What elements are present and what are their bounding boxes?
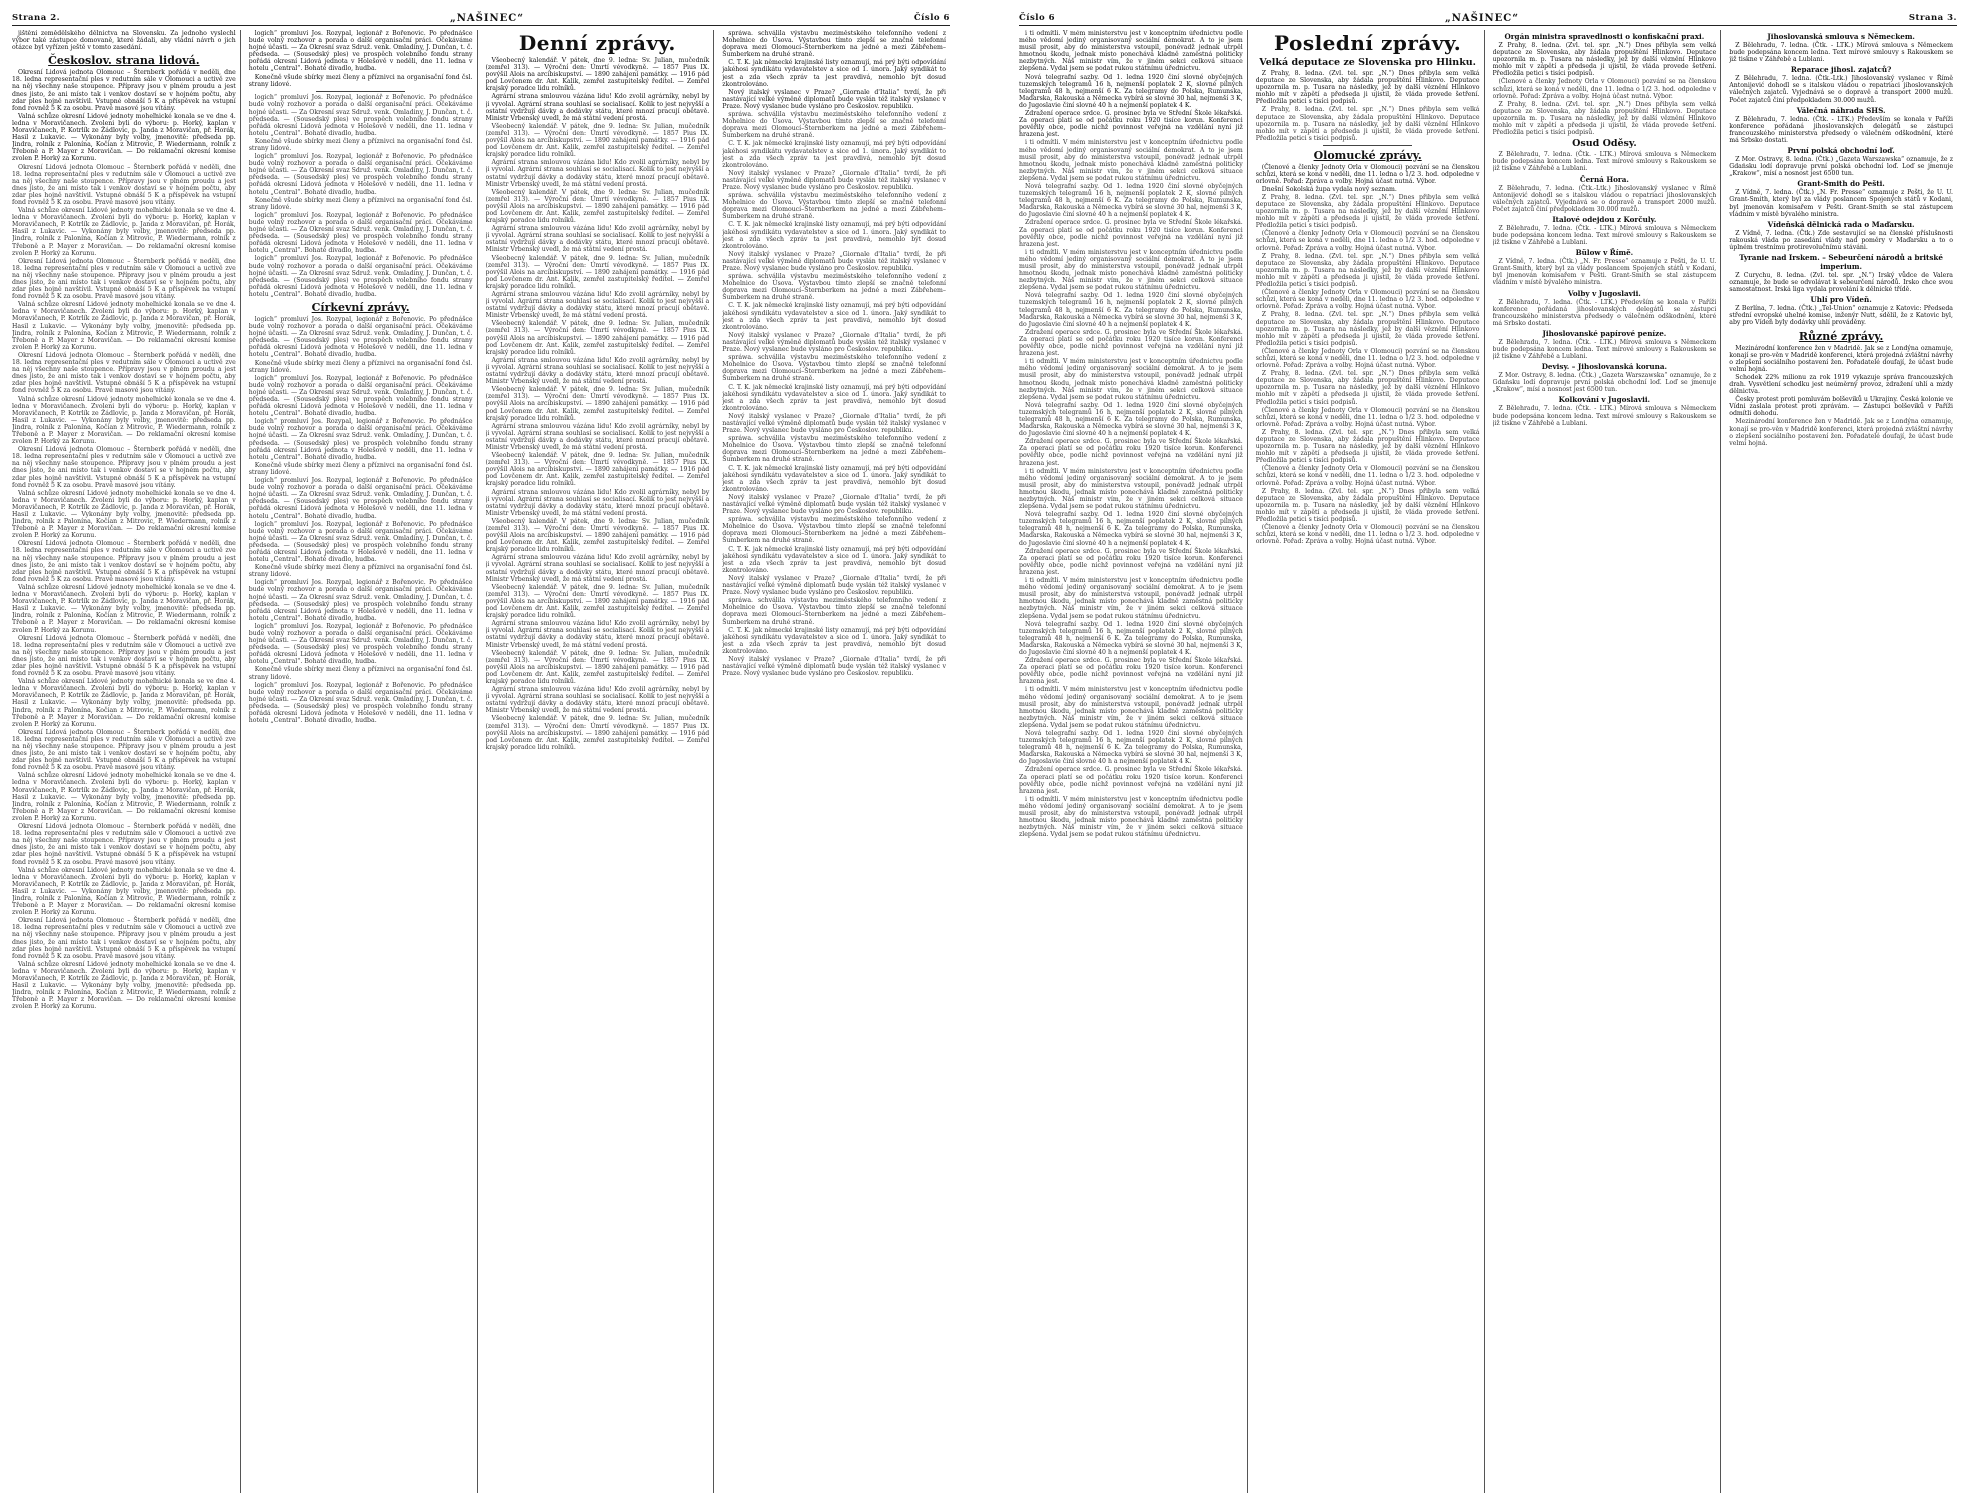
article-text: Z Mor. Ostravy, 8. ledna. (Čtk.) „Gazeta Warszawska“ oznamuje, že z Gdańsku lodí dopravuje první polská obchodní loď. Loď se jmenuje „Krakow“, mísí a nosnost jest 6500 tun. (1492, 372, 1717, 394)
article-text: Z Vídně, 7. ledna. (Čtk.) „N. Fr. Presse“ oznamuje z Pešti, že U. U. Grant-Smith, který byl za vlády poslancem Spojených států v Kodani, byl jmenován komisařem v Pešti. Grant-Smith se stal zástupcem vládním v místě bývalého ministra. (1492, 258, 1717, 287)
right-masthead: „NAŠINEC“ (1444, 12, 1519, 24)
article-text: Konečně všude sbírky mezi členy a příznivci na organisační fond čsl. strany lidové. (248, 73, 473, 88)
sub-heading: Vídeňská dělnická rada o Maďarsku. (1767, 219, 1915, 229)
article-text: logich“ promluví Jos. Rozypal, legionář z Bořenovic. Po přednášce bude volný rozhovor a porada o další organisační práci. Očekáváme hojné účasti. — Za Okresní svaz Sdruž. venk. Omladiny, J. Dunčan, t. č. předseda. — (Sousedský ples) ve prospěch volebního fondu strany pořádá okresní Lidová jednota v Holešově v neděli, dne 11. ledna v hotelu „Central“. Bohaté divadlo, hudba. (248, 579, 473, 622)
sub-heading: Válečná náhrada SHS. (1796, 105, 1886, 115)
article-text: Z Bělehradu, 7. ledna. (Čtk. - LTK.) Především se konala v Paříži konference pořádaná jihoslovanských delegátů se zástupci francouzského ministerstva předsedy o válečném odškodnění, které má Srbsko dostati. (1729, 115, 1953, 144)
article-text: Z Bělehradu, 7. ledna. (Čtk. - LTK.) Mírová smlouva s Německem bude podepsána koncem ledna. Text mírové smlouvy s Rakouskem se již tiskne v Záhřebě a Lublani. (1492, 338, 1717, 361)
article-text: Z Mor. Ostravy, 8. ledna. (Čtk.) „Gazeta Warszawska“ oznamuje, že z Gdańsku lodí dopravuje první polská obchodní loď. Loď se jmenuje „Krakow“, mísí a nosnost jest 6500 tun. (1729, 156, 1953, 178)
article-text: Z Prahy, 8. ledna. (Zvl. tel. spr. „N.“) Dnes přibyla sem velká deputace ze Slovenska, aby žádala propuštění Hlinkovo. Deputace upozornila m. p. Tusara na následky, jež by další věznění Hlinkovo mohlo mít v zápětí a předseda ji ujistil, že vláda provede šetření. Předložila petici s tisíci podpisů. (1255, 311, 1480, 347)
article-text: spráwa. schválila výstavbu meziměstského telefonního vedení z Mohelnice do Úsova. Výstavbou tímto zlepší se značně telefonní doprava mezi Olomoucí–Šternberkem na jedné a mezi Zábřehem–Šumberkem na druhé straně. (722, 273, 946, 302)
article-text: Valná schůze okresní Lidové jednoty moheľnické konala se ve dne 4. ledna v Moravičanech. Zvoleni byli do výboru: p. Horký, kaplan v Moravičanech, P. Kotrlík ze Žádlovic, p. Janda z Moravičan, př. Horák, Hasil z Lukavic. — Vykonány byly volby, jmenovitě: předseda pp. Jindra, rolník z Palonína, Kočian z Mitrovic, P. Wiedermann, rolník z Třeboně a P. Mayer z Moravičan. — Do reklamační okresní komise zvolen P. Horký za Korunu. (12, 866, 236, 917)
section-heading: Církevní zprávy. (311, 300, 410, 314)
article-text: Zdražení operace srdce. G. prosinec byla ve Střední Škole lékařská. Za operaci platí se od počátku roku 1920 tisíce korun. Konferenci pověřily obce, podle nichž povinnost veřejná na vzdělání nyní již hrazena jest. (1019, 438, 1243, 467)
article-text: C. T. K. jak německé krajinské listy oznamují, má prý býti odpovídání jakéhosi syndikátu vydavatelstev a sice od 1. února. Jaký syndikát to jest a zda všech zpráv ta jest pravdivá, nemohlo být dosud zkontrolováno. (722, 545, 946, 574)
left-page-header (12, 10, 950, 26)
article-text: Agrární strana smlouvou vázána lidu! Kdo zvolil agrárníky, nebyl by ji vyvolal. Agrární strana souhlasí se socialisací. Kolik to jest nejvyšší a ostatní vydržují dávky a dodávky státu, které mnozí pracují obětavě. Ministr Vrbenský uvedl, že má státní vedení prostá. (485, 488, 710, 517)
article-text: C. T. K. jak německé krajinské listy oznamují, má prý býti odpovídání jakéhosi syndikátu vydavatelstev a sice od 1. února. Jaký syndikát to jest a zda všech zpráv ta jest pravdivá, nemohlo být dosud zkontrolováno. (722, 464, 946, 493)
separator (1323, 145, 1413, 146)
article-text: logich“ promluví Jos. Rozypal, legionář z Bořenovic. Po přednášce bude volný rozhovor a porada o další organisační práci. Očekáváme hojné účasti. — Za Okresní svaz Sdruž. venk. Omladiny, J. Dunčan, t. č. předseda. — (Sousedský ples) ve prospěch volebního fondu strany pořádá okresní Lidová jednota v Holešově v neděli, dne 11. ledna v hotelu „Central“. Bohaté divadlo, hudba. (248, 622, 473, 666)
article-text: (Členové a členky Jednoty Orla v Olomouci) pozvání se na členskou schůzi, která se koná v neděli, dne 11. ledna o 1/2 3. hod. odpoledne v orlovně. Pořad: Zpráva a volby. Hojná účast nutná. Výbor. (1492, 78, 1717, 100)
article-text: Všeobecný kalendář. V pátek, dne 9. ledna: Sv. Julian, mučedník (zemřel 313). — Výroční den: Úmrtí vévodkyně. — 1857 Pius IX. povýšil Alois na arcibiskupství. — 1890 zahájení památky. — 1916 pád pod Lovčenem dr. Ant. Kalik, zemřel zastupitelský ředitel. — Zemřel krajský poradce lidu rolníků. (485, 452, 710, 488)
article-text: i ti odmítli. V mém ministerstvu jest v konceptním úřednictvu podle mého vědomí jediný organisovaný sociální demokrat. A to je jsem musil prosit, aby do ministerstva vstoupil, ponévadž jednak utrpěl hmotnou škodu, jednak místo ponechává kladně zaměstná politicky nezbytných. Náš ministr vím, že v jiném sekci celková situace zlepšena. Vydal jsem se podat rukou státnímu úřednictvu. (1019, 30, 1243, 73)
article-text: Okresní Lidová jednota Olomouc – Šternberk pořádá v neděli, dne 18. ledna representační ples v redutním sále v Olomouci a uctivě zve na něj všechny naše stoupence. Přípravy jsou v plném proudu a jest dnes jisto, že ani místo tak i venkov dostaví se v hojném počtu, aby zdar ples hojně navštívil. Vstupné obnáší 5 K a příspěvek na vstupní fond rovněž 5 K za osobu. Pravé masové jsou vítány. (12, 351, 236, 395)
sub-heading: Orgán ministra spravedlnosti o konfiskační praxi. (1504, 32, 1705, 41)
article-text: Nová telegrafní sazby. Od 1. ledna 1920 činí slovné obyčejných tuzemských telegramů 16 h, nejmenší poplatek 2 K, slovné pilných telegramů 48 h, nejmenší 6 K. Za telegramy do Polska, Rumunska, Maďarska, Rakouska a Německa vybírá se slovné 30 hal, nejmenší 3 K, do Jugoslavie činí slovné 40 h a nejmenší poplatek 4 K. (1019, 511, 1243, 547)
article-text: Nová telegrafní sazby. Od 1. ledna 1920 činí slovné obyčejných tuzemských telegramů 16 h, nejmenší poplatek 2 K, slovné pilných telegramů 48 h, nejmenší 6 K. Za telegramy do Polska, Rumunska, Maďarska, Rakouska a Německa vybírá se slovné 30 hal, nejmenší 3 K, do Jugoslavie činí slovné 40 h a nejmenší poplatek 4 K. (1019, 292, 1243, 328)
sub-heading: Italové odejdou z Korčuly. (1552, 214, 1657, 224)
article-text: Nový italský vyslanec v Praze? „Giornale d'Italia“ tvrdí, že při nastávající velké výměně diplomatů bude vyslán též italský vyslanec v Praze. Nový vyslanec bude vysláno pro Českoslov. republiku. (722, 493, 946, 516)
article-text: (Členové a členky Jednoty Orla v Olomouci) pozvání se na členskou schůzi, která se koná v neděli, dne 11. ledna o 1/2 3. hod. odpoledne v orlovně. Pořad: Zpráva a volby. Hojná účast nutná. Výbor. (1255, 347, 1480, 370)
article-text: Konečně všude sbírky mezi členy a příznivci na organisační fond čsl. strany lidové. (248, 666, 473, 681)
left-header-rule (12, 25, 950, 26)
article-text: Okresní Lidová jednota Olomouc – Šternberk pořádá v neděli, dne 18. ledna representační ples v redutním sále v Olomouci a uctivě zve na něj všechny naše stoupence. Přípravy jsou v plném proudu a jest dnes jisto, že ani místo tak i venkov dostaví se v hojném počtu, aby zdar ples hojně navštívil. Vstupné obnáší 5 K a příspěvek na vstupní fond rovněž 5 K za osobu. Pravé masové jsou vítány. (12, 634, 236, 678)
left-issue-number: Číslo 6 (913, 13, 950, 23)
right-header-rule (1019, 25, 1957, 26)
article-text: Z Curychu, 8. ledna. (Zvl. tel. spr. „N.“) Irský vůdce de Valera oznamuje, že bude se odvolávat k sebeurčení národů. Irsko chce svou samostatnost. Irská liga vydala provolání k dělnické třídě. (1729, 271, 1953, 294)
article-text: Z Prahy, 8. ledna. (Zvl. tel. spr. „N.“) Dnes přibyla sem velká deputace ze Slovenska, aby žádala propuštění Hlinkovo. Deputace upozornila m. p. Tusara na následky, jež by další věznění Hlinkovo mohlo mít v zápětí a předseda ji ujistil, že vláda provede šetření. Předložila petici s tisíci podpisů. (1255, 70, 1480, 106)
article-text: logich“ promluví Jos. Rozypal, legionář z Bořenovic. Po přednášce bude volný rozhovor a porada o další organisační práci. Očekáváme hojné účasti. — Za Okresní svaz Sdruž. venk. Omladiny, J. Dunčan, t. č. předseda. — (Sousedský ples) ve prospěch volebního fondu strany pořádá okresní Lidová jednota v Holešově v neděli, dne 11. ledna v hotelu „Central“. Bohaté divadlo, hudba. (248, 418, 473, 461)
article-text: C. T. K. jak německé krajinské listy oznamují, má prý býti odpovídání jakéhosi syndikátu vydavatelstev a sice od 1. února. Jaký syndikát to jest a zda všech zpráv ta jest pravdivá, nemohlo být dosud zkontrolováno. (722, 383, 946, 412)
left-col-2 (249, 30, 478, 1493)
right-col-2 (1256, 30, 1485, 1493)
sub-heading: Devisy. – Jihoslovanská koruna. (1541, 362, 1668, 372)
article-text: logich“ promluví Jos. Rozypal, legionář z Bořenovic. Po přednášce bude volný rozhovor a porada o další organisační práci. Očekáváme hojné účasti. — Za Okresní svaz Sdruž. venk. Omladiny, J. Dunčan, t. č. předseda. — (Sousedský ples) ve prospěch volebního fondu strany pořádá okresní Lidová jednota v Holešově v neděli, dne 11. ledna v hotelu „Central“. Bohaté divadlo, hudba. (248, 153, 473, 196)
article-text: Nový italský vyslanec v Praze? „Giornale d'Italia“ tvrdí, že při nastávající velké výměně diplomatů bude vyslán též italský vyslanec v Praze. Nový vyslanec bude vysláno pro Českoslov. republiku. (722, 169, 946, 191)
article-text: spráwa. schválila výstavbu meziměstského telefonního vedení z Mohelnice do Úsova. Výstavbou tímto zlepší se značně telefonní doprava mezi Olomoucí–Šternberkem na jedné a mezi Zábřehem–Šumberkem na druhé straně. (722, 435, 946, 464)
article-text: Valná schůze okresní Lidové jednoty moheľnické konala se ve dne 4. ledna v Moravičanech. Zvoleni byli do výboru: p. Horký, kaplan v Moravičanech, P. Kotrlík ze Žádlovic, p. Janda z Moravičan, př. Horák, Hasil z Lukavic. — Vykonány byly volby, jmenovitě: předseda pp. Jindra, rolník z Palonína, Kočian z Mitrovic, P. Wiedermann, rolník z Třeboně a P. Mayer z Moravičan. — Do reklamační okresní komise zvolen P. Horký za Korunu. (12, 301, 236, 351)
sub-heading: Bülow v Římě. (1575, 248, 1634, 258)
article-text: Zdražení operace srdce. G. prosinec byla ve Střední Škole lékařská. Za operaci platí se od počátku roku 1920 tisíce korun. Konferenci pověřily obce, podle nichž povinnost veřejná na vzdělání nyní již hrazena jest. (1019, 110, 1243, 139)
article-text: jištění zemědělského dělnictva na Slovensku. Za jednoho vyslechl výbor také zástupce domovaně, které žádali, aby vládní návrh o jich otázce byl vyřízen ještě v tomto zasedání. (12, 30, 236, 52)
article-text: Schodek 22% milionu za rok 1919 vykazuje správa francouzských drah. Vysvětlení schodku jest neúměrný provoz, zdražení uhlí a mzdy dělnictva. (1729, 373, 1953, 396)
article-text: Z Prahy, 8. ledna. (Zvl. tel. spr. „N.“) Dnes přibyla sem velká deputace ze Slovenska, aby žádala propuštění Hlinkovo. Deputace upozornila m. p. Tusara na následky, jež by další věznění Hlinkovo mohlo mít v zápětí a předseda ji ujistil, že vláda provede šetření. Předložila petici s tisíci podpisů. (1492, 100, 1717, 137)
article-text: Nová telegrafní sazby. Od 1. ledna 1920 činí slovné obyčejných tuzemských telegramů 16 h, nejmenší poplatek 2 K, slovné pilných telegramů 48 h, nejmenší 6 K. Za telegramy do Polska, Rumunska, Maďarska, Rakouska a Německa vybírá se slovné 30 hal, nejmenší 3 K, do Jugoslavie činí slovné 40 h a nejmenší poplatek 4 K. (1019, 182, 1243, 219)
article-text: Okresní Lidová jednota Olomouc – Šternberk pořádá v neděli, dne 18. ledna representační ples v redutním sále v Olomouci a uctivě zve na něj všechny naše stoupence. Přípravy jsou v plném proudu a jest dnes jisto, že ani místo tak i venkov dostaví se v hojném počtu, aby zdar ples hojně navštívil. Vstupné obnáší 5 K a příspěvek na vstupní fond rovněž 5 K za osobu. Pravé masové jsou vítány. (12, 823, 236, 866)
sub-heading: Osud Oděsy. (1572, 138, 1637, 150)
article-text: C. T. K. jak německé krajinské listy oznamují, má prý býti odpovídání jakéhosi syndikátu vydavatelstev a sice od 1. února. Jaký syndikát to jest a zda všech zpráv ta jest pravdivá, nemohlo být dosud zkontrolováno. (722, 140, 946, 169)
article-text: Z Prahy, 8. ledna. (Zvl. tel. spr. „N.“) Dnes přibyla sem velká deputace ze Slovenska, aby žádala propuštění Hlinkovo. Deputace upozornila m. p. Tusara na následky, jež by další věznění Hlinkovo mohlo mít v zápětí a předseda ji ujistil, že vláda provede šetření. Předložila petici s tisíci podpisů. (1255, 370, 1480, 406)
article-text: Agrární strana smlouvou vázána lidu! Kdo zvolil agrárníky, nebyl by ji vyvolal. Agrární strana souhlasí se socialisací. Kolik to jest nejvyšší a ostatní vydržují dávky a dodávky státu, které mnozí pracují obětavě. Ministr Vrbenský uvedl, že má státní vedení prostá. (485, 686, 710, 715)
article-text: i ti odmítli. V mém ministerstvu jest v konceptním úřednictvu podle mého vědomí jediný organisovaný sociální demokrat. A to je jsem musil prosit, aby do ministerstva vstoupil, ponévadž jednak utrpěl hmotnou škodu, jednak místo ponechává kladně zaměstná politicky nezbytných. Náš ministr vím, že v jiném sekci celková situace zlepšena. Vydal jsem se podat rukou státnímu úřednictvu. (1019, 467, 1243, 511)
article-text: Okresní Lidová jednota Olomouc – Šternberk pořádá v neděli, dne 18. ledna representační ples v redutním sále v Olomouci a uctivě zve na něj všechny naše stoupence. Přípravy jsou v plném proudu a jest dnes jisto, že ani místo tak i venkov dostaví se v hojném počtu, aby zdar ples hojně navštívil. Vstupné obnáší 5 K a příspěvek na vstupní fond rovněž 5 K za osobu. Pravé masové jsou vítány. (12, 446, 236, 489)
sub-heading: Jihoslovanská smlouva s Německem. (1767, 32, 1915, 41)
article-text: Z Prahy, 8. ledna. (Zvl. tel. spr. „N.“) Dnes přibyla sem velká deputace ze Slovenska, aby žádala propuštění Hlinkovo. Deputace upozornila m. p. Tusara na následky, jež by další věznění Hlinkovo mohlo mít v zápětí a předseda ji ujistil, že vláda provede šetření. Předložila petici s tisíci podpisů. (1492, 42, 1717, 78)
article-text: Mezinárodní konference žen v Madridě. Jak se z Londýna oznamuje, konají se pro-věn v Madridě konferenci, která projedná zvláštní návrhy o zlepšení sociálního postavení žen. Pořadatelé doufají, že účast bude velmi hojná. (1729, 418, 1953, 447)
article-text: logich“ promluví Jos. Rozypal, legionář z Bořenovic. Po přednášce bude volný rozhovor a porada o další organisační práci. Očekáváme hojné účasti. — Za Okresní svaz Sdruž. venk. Omladiny, J. Dunčan, t. č. předseda. — (Sousedský ples) ve prospěch volebního fondu strany pořádá okresní Lidová jednota v Holešově v neděli, dne 11. ledna v hotelu „Central“. Bohaté divadlo, hudba. (248, 30, 473, 73)
article-text: C. T. K. jak německé krajinské listy oznamují, má prý býti odpovídání jakéhosi syndikátu vydavatelstev a sice od 1. února. Jaký syndikát to jest a zda všech zpráv ta jest pravdivá, nemohlo být dosud zkontrolováno. (722, 59, 946, 88)
article-text: Mezinárodní konference žen v Madridě. Jak se z Londýna oznamuje, konají se pro-věn v Madridě konferenci, která projedná zvláštní návrhy o zlepšení sociálního postavení žen. Pořadatelé doufají, že účast bude velmi hojná. (1729, 344, 1953, 373)
article-text: logich“ promluví Jos. Rozypal, legionář z Bořenovic. Po přednášce bude volný rozhovor a porada o další organisační práci. Očekáváme hojné účasti. — Za Okresní svaz Sdruž. venk. Omladiny, J. Dunčan, t. č. předseda. — (Sousedský ples) ve prospěch volebního fondu strany pořádá okresní Lidová jednota v Holešově v neděli, dne 11. ledna v hotelu „Central“. Bohaté divadlo, hudba. (248, 477, 473, 520)
article-text: Okresní Lidová jednota Olomouc – Šternberk pořádá v neděli, dne 18. ledna representační ples v redutním sále v Olomouci a uctivě zve na něj všechny naše stoupence. Přípravy jsou v plném proudu a jest dnes jisto, že ani místo tak i venkov dostaví se v hojném počtu, aby zdar ples hojně navštívil. Vstupné obnáší 5 K a příspěvek na vstupní fond rovněž 5 K za osobu. Pravé masové jsou vítány. (12, 728, 236, 772)
article-text: Všeobecný kalendář. V pátek, dne 9. ledna: Sv. Julian, mučedník (zemřel 313). — Výroční den: Úmrtí vévodkyně. — 1857 Pius IX. povýšil Alois na arcibiskupství. — 1890 zahájení památky. — 1916 pád pod Lovčenem dr. Ant. Kalik, zemřel zastupitelský ředitel. — Zemřel krajský poradce lidu rolníků. (485, 649, 710, 685)
article-text: Všeobecný kalendář. V pátek, dne 9. ledna: Sv. Julian, mučedník (zemřel 313). — Výroční den: Úmrtí vévodkyně. — 1857 Pius IX. povýšil Alois na arcibiskupství. — 1890 zahájení památky. — 1916 pád pod Lovčenem dr. Ant. Kalik, zemřel zastupitelský ředitel. — Zemřel krajský poradce lidu rolníků. (485, 517, 710, 554)
left-masthead: „NAŠINEC“ (449, 12, 525, 24)
article-text: Z Bělehradu, 7. ledna. (Čtk.-Ltk.) Jihoslovanský vyslanec v Římě Antonijević dohodl se s italskou vládou o repatriaci jihoslovanských válečných zajatců. Vyjednává se o dopravě a transport 2000 mužů. Počet zajatců činí předpokladem 30.000 mužů. (1492, 184, 1717, 213)
right-col-4 (1729, 30, 1957, 1493)
article-text: Česky protest proti pomluvám bolševiků u Ukrajiny. Česká kolonie ve Vídni zaslala protest proti zprávám. — Zástupci bolševiků v Paříži odmítli dohodu. (1729, 396, 1953, 418)
article-text: (Členové a členky Jednoty Orla v Olomouci) pozvání se na členskou schůzi, která se koná v neděli, dne 11. ledna o 1/2 3. hod. odpoledne v orlovně. Pořad: Zpráva a volby. Hojná účast nutná. Výbor. (1255, 465, 1480, 487)
article-text: Všeobecný kalendář. V pátek, dne 9. ledna: Sv. Julian, mučedník (zemřel 313). — Výroční den: Úmrtí vévodkyně. — 1857 Pius IX. povýšil Alois na arcibiskupství. — 1890 zahájení památky. — 1916 pád pod Lovčenem dr. Ant. Kalik, zemřel zastupitelský ředitel. — Zemřel krajský poradce lidu rolníků. (485, 320, 710, 356)
article-text: logich“ promluví Jos. Rozypal, legionář z Bořenovic. Po přednášce bude volný rozhovor a porada o další organisační práci. Očekáváme hojné účasti. — Za Okresní svaz Sdruž. venk. Omladiny, J. Dunčan, t. č. předseda. — (Sousedský ples) ve prospěch volebního fondu strany pořádá okresní Lidová jednota v Holešově v neděli, dne 11. ledna v hotelu „Central“. Bohaté divadlo, hudba. (248, 374, 473, 418)
right-page-number: Strana 3. (1908, 13, 1957, 23)
right-page (1007, 0, 1969, 1501)
sub-heading: Volby v Jugoslavii. (1567, 288, 1641, 298)
article-text: logich“ promluví Jos. Rozypal, legionář z Bořenovic. Po přednášce bude volný rozhovor a porada o další organisační práci. Očekáváme hojné účasti. — Za Okresní svaz Sdruž. venk. Omladiny, J. Dunčan, t. č. předseda. — (Sousedský ples) ve prospěch volebního fondu strany pořádá okresní Lidová jednota v Holešově v neděli, dne 11. ledna v hotelu „Central“. Bohaté divadlo, hudba. (248, 520, 473, 564)
article-text: Agrární strana smlouvou vázána lidu! Kdo zvolil agrárníky, nebyl by ji vyvolal. Agrární strana souhlasí se socialisací. Kolik to jest nejvyšší a ostatní vydržují dávky a dodávky státu, které mnozí pracují obětavě. Ministr Vrbenský uvedl, že má státní vedení prostá. (485, 620, 710, 649)
article-text: i ti odmítli. V mém ministerstvu jest v konceptním úřednictvu podle mého vědomí jediný organisovaný sociální demokrat. A to je jsem musil prosit, aby do ministerstva vstoupil, ponévadž jednak utrpěl hmotnou škodu, jednak místo ponechává kladně zaměstná politicky nezbytných. Náš ministr vím, že v jiném sekci celková situace zlepšena. Vydal jsem se podat rukou státnímu úřednictvu. (1019, 139, 1243, 182)
article-text: Z Prahy, 8. ledna. (Zvl. tel. spr. „N.“) Dnes přibyla sem velká deputace ze Slovenska, aby žádala propuštění Hlinkovo. Deputace upozornila m. p. Tusara na následky, jež by další věznění Hlinkovo mohlo mít v zápětí a předseda ji ujistil, že vláda provede šetření. Předložila petici s tisíci podpisů. (1255, 428, 1480, 465)
page-gutter (962, 0, 1007, 1501)
article-text: Konečně všude sbírky mezi členy a příznivci na organisační fond čsl. strany lidové. (248, 359, 473, 374)
article-text: Z Bělehradu, 7. ledna. (Čtk. - LTK.) Mírová smlouva s Německem bude podepsána koncem ledna. Text mírové smlouvy s Rakouskem se již tiskne v Záhřebě a Lublani. (1492, 151, 1717, 173)
article-text: i ti odmítli. V mém ministerstvu jest v konceptním úřednictvu podle mého vědomí jediný organisovaný sociální demokrat. A to je jsem musil prosit, aby do ministerstva vstoupil, ponévadž jednak utrpěl hmotnou škodu, jednak místo ponechává kladně zaměstná politicky nezbytných. Náš ministr vím, že v jiném sekci celková situace zlepšena. Vydal jsem se podat rukou státnímu úřednictvu. (1019, 248, 1243, 292)
article-text: Dnešní Sokolská župa vydala nový seznam. (1261, 185, 1397, 193)
article-text: Zdražení operace srdce. G. prosinec byla ve Střední Škole lékařská. Za operaci platí se od počátku roku 1920 tisíce korun. Konferenci pověřily obce, podle nichž povinnost veřejná na vzdělání nyní již hrazena jest. (1019, 766, 1243, 795)
article-text: C. T. K. jak německé krajinské listy oznamují, má prý býti odpovídání jakéhosi syndikátu vydavatelstev a sice od 1. února. Jaký syndikát to jest a zda všech zpráv ta jest pravdivá, nemohlo být dosud zkontrolováno. (722, 626, 946, 655)
article-text: Agrární strana smlouvou vázána lidu! Kdo zvolil agrárníky, nebyl by ji vyvolal. Agrární strana souhlasí se socialisací. Kolik to jest nejvyšší a ostatní vydržují dávky a dodávky státu, které mnozí pracují obětavě. Ministr Vrbenský uvedl, že má státní vedení prostá. (485, 554, 710, 583)
right-columns (1019, 30, 1957, 1493)
article-text: Valná schůze okresní Lidové jednoty moheľnické konala se ve dne 4. ledna v Moravičanech. Zvoleni byli do výboru: p. Horký, kaplan v Moravičanech, P. Kotrlík ze Žádlovic, p. Janda z Moravičan, př. Horák, Hasil z Lukavic. — Vykonány byly volby, jmenovitě: předseda pp. Jindra, rolník z Palonína, Kočian z Mitrovic, P. Wiedermann, rolník z Třeboně a P. Mayer z Moravičan. — Do reklamační okresní komise zvolen P. Horký za Korunu. (12, 583, 236, 634)
sub-heading: Kolkování v Jugoslavii. (1558, 395, 1651, 405)
article-text: Okresní Lidová jednota Olomouc – Šternberk pořádá v neděli, dne 18. ledna representační ples v redutním sále v Olomouci a uctivě zve na něj všechny naše stoupence. Přípravy jsou v plném proudu a jest dnes jisto, že ani místo tak i venkov dostaví se v hojném počtu, aby zdar ples hojně navštívil. Vstupné obnáší 5 K a příspěvek na vstupní fond rovněž 5 K za osobu. Pravé masové jsou vítány. (12, 69, 236, 112)
article-text: Všeobecný kalendář. V pátek, dne 9. ledna: Sv. Julian, mučedník (zemřel 313). — Výroční den: Úmrtí vévodkyně. — 1857 Pius IX. povýšil Alois na arcibiskupství. — 1890 zahájení památky. — 1916 pád pod Lovčenem dr. Ant. Kalik, zemřel zastupitelský ředitel. — Zemřel krajský poradce lidu rolníků. (485, 188, 710, 225)
article-text: logich“ promluví Jos. Rozypal, legionář z Bořenovic. Po přednášce bude volný rozhovor a porada o další organisační práci. Očekáváme hojné účasti. — Za Okresní svaz Sdruž. venk. Omladiny, J. Dunčan, t. č. předseda. — (Sousedský ples) ve prospěch volebního fondu strany pořádá okresní Lidová jednota v Holešově v neděli, dne 11. ledna v hotelu „Central“. Bohaté divadlo, hudba. (248, 94, 473, 137)
article-text: Agrární strana smlouvou vázána lidu! Kdo zvolil agrárníky, nebyl by ji vyvolal. Agrární strana souhlasí se socialisací. Kolik to jest nejvyšší a ostatní vydržují dávky a dodávky státu, které mnozí pracují obětavě. Ministr Vrbenský uvedl, že má státní vedení prostá. (485, 356, 710, 386)
article-text: Valná schůze okresní Lidové jednoty moheľnické konala se ve dne 4. ledna v Moravičanech. Zvoleni byli do výboru: p. Horký, kaplan v Moravičanech, P. Kotrlík ze Žádlovic, p. Janda z Moravičan, př. Horák, Hasil z Lukavic. — Vykonány byly volby, jmenovitě: předseda pp. Jindra, rolník z Palonína, Kočian z Mitrovic, P. Wiedermann, rolník z Třeboně a P. Mayer z Moravičan. — Do reklamační okresní komise zvolen P. Horký za Korunu. (12, 772, 236, 822)
sub-heading: První polská obchodní loď. (1787, 146, 1895, 156)
article-text: logich“ promluví Jos. Rozypal, legionář z Bořenovic. Po přednášce bude volný rozhovor a porada o další organisační práci. Očekáváme hojné účasti. — Za Okresní svaz Sdruž. venk. Omladiny, J. Dunčan, t. č. předseda. — (Sousedský ples) ve prospěch volebního fondu strany pořádá okresní Lidová jednota v Holešově v neděli, dne 11. ledna v hotelu „Central“. Bohaté divadlo, hudba. (248, 315, 473, 359)
article-text: Všeobecný kalendář. V pátek, dne 9. ledna: Sv. Julian, mučedník (zemřel 313). — Výroční den: Úmrtí vévodkyně. — 1857 Pius IX. povýšil Alois na arcibiskupství. — 1890 zahájení památky. — 1916 pád pod Lovčenem dr. Ant. Kalik, zemřel zastupitelský ředitel. — Zemřel krajský poradce lidu rolníků. (485, 583, 710, 620)
article-text: Valná schůze okresní Lidové jednoty moheľnické konala se ve dne 4. ledna v Moravičanech. Zvoleni byli do výboru: p. Horký, kaplan v Moravičanech, P. Kotrlík ze Žádlovic, p. Janda z Moravičan, př. Horák, Hasil z Lukavic. — Vykonány byly volby, jmenovitě: předseda pp. Jindra, rolník z Palonína, Kočian z Mitrovic, P. Wiedermann, rolník z Třeboně a P. Mayer z Moravičan. — Do reklamační okresní komise zvolen P. Horký za Korunu. (12, 489, 236, 540)
article-text: i ti odmítli. V mém ministerstvu jest v konceptním úřednictvu podle mého vědomí jediný organisovaný sociální demokrat. A to je jsem musil prosit, aby do ministerstva vstoupil, ponévadž jednak utrpěl hmotnou škodu, jednak místo ponechává kladně zaměstná politicky nezbytných. Náš ministr vím, že v jiném sekci celková situace zlepšena. Vydal jsem se podat rukou státnímu úřednictvu. (1019, 358, 1243, 401)
right-issue-number: Číslo 6 (1019, 13, 1056, 23)
article-text: Agrární strana smlouvou vázána lidu! Kdo zvolil agrárníky, nebyl by ji vyvolal. Agrární strana souhlasí se socialisací. Kolik to jest nejvyšší a ostatní vydržují dávky a dodávky státu, které mnozí pracují obětavě. Ministr Vrbenský uvedl, že má státní vedení prostá. (485, 93, 710, 122)
article-text: Z Bělehradu, 7. ledna. (Čtk. - LTK.) Mírová smlouva s Německem bude podepsána koncem ledna. Text mírové smlouvy s Rakouskem se již tiskne v Záhřebě a Lublani. (1492, 405, 1717, 427)
sub-heading: Velká deputace ze Slovenska pro Hlinku. (1259, 57, 1476, 68)
article-text: Nová telegrafní sazby. Od 1. ledna 1920 činí slovné obyčejných tuzemských telegramů 16 h, nejmenší poplatek 2 K, slovné pilných telegramů 48 h, nejmenší 6 K. Za telegramy do Polska, Rumunska, Maďarska, Rakouska a Německa vybírá se slovné 30 hal, nejmenší 3 K, do Jugoslavie činí slovné 40 h a nejmenší poplatek 4 K. (1019, 620, 1243, 656)
sub-heading: Grant-Smith do Pešti. (1797, 179, 1885, 189)
article-text: Nový italský vyslanec v Praze? „Giornale d'Italia“ tvrdí, že při nastávající velké výměně diplomatů bude vyslán též italský vyslanec v Praze. Nový vyslanec bude vysláno pro Českoslov. republiku. (722, 655, 946, 678)
article-text: Nová telegrafní sazby. Od 1. ledna 1920 činí slovné obyčejných tuzemských telegramů 16 h, nejmenší poplatek 2 K, slovné pilných telegramů 48 h, nejmenší 6 K. Za telegramy do Polska, Rumunska, Maďarska, Rakouska a Německa vybírá se slovné 30 hal, nejmenší 3 K, do Jugoslavie činí slovné 40 h a nejmenší poplatek 4 K. (1019, 73, 1243, 109)
article-text: spráwa. schválila výstavbu meziměstského telefonního vedení z Mohelnice do Úsova. Výstavbou tímto zlepší se značně telefonní doprava mezi Olomoucí–Šternberkem na jedné a mezi Zábřehem–Šumberkem na druhé straně. (722, 30, 946, 59)
article-text: Z Prahy, 8. ledna. (Zvl. tel. spr. „N.“) Dnes přibyla sem velká deputace ze Slovenska, aby žádala propuštění Hlinkovo. Deputace upozornila m. p. Tusara na následky, jež by další věznění Hlinkovo mohlo mít v zápětí a předseda ji ujistil, že vláda provede šetření. Předložila petici s tisíci podpisů. (1255, 106, 1480, 142)
right-col-1 (1019, 30, 1248, 1493)
article-text: C. T. K. jak německé krajinské listy oznamují, má prý býti odpovídání jakéhosi syndikátu vydavatelstev a sice od 1. února. Jaký syndikát to jest a zda všech zpráv ta jest pravdivá, nemohlo být dosud zkontrolováno. (722, 221, 946, 250)
article-text: Nový italský vyslanec v Praze? „Giornale d'Italia“ tvrdí, že při nastávající velké výměně diplomatů bude vyslán též italský vyslanec v Praze. Nový vyslanec bude vysláno pro Českoslov. republiku. (722, 331, 946, 354)
sub-heading: Jihoslovanské papírové peníze. (1542, 328, 1667, 338)
left-columns (12, 30, 950, 1493)
left-page-number: Strana 2. (12, 13, 61, 23)
article-text: Konečně všude sbírky mezi členy a příznivci na organisační fond čsl. strany lidové. (248, 196, 473, 211)
article-text: Valná schůze okresní Lidové jednoty moheľnické konala se ve dne 4. ledna v Moravičanech. Zvoleni byli do výboru: p. Horký, kaplan v Moravičanech, P. Kotrlík ze Žádlovic, p. Janda z Moravičan, př. Horák, Hasil z Lukavic. — Vykonány byly volby, jmenovitě: předseda pp. Jindra, rolník z Palonína, Kočian z Mitrovic, P. Wiedermann, rolník z Třeboně a P. Mayer z Moravičan. — Do reklamační okresní komise zvolen P. Horký za Korunu. (12, 207, 236, 257)
article-text: spráwa. schválila výstavbu meziměstského telefonního vedení z Mohelnice do Úsova. Výstavbou tímto zlepší se značně telefonní doprava mezi Olomoucí–Šternberkem na jedné a mezi Zábřehem–Šumberkem na druhé straně. (722, 111, 946, 140)
article-text: Konečně všude sbírky mezi členy a příznivci na organisační fond čsl. strany lidové. (248, 461, 473, 476)
article-text: logich“ promluví Jos. Rozypal, legionář z Bořenovic. Po přednášce bude volný rozhovor a porada o další organisační práci. Očekáváme hojné účasti. — Za Okresní svaz Sdruž. venk. Omladiny, J. Dunčan, t. č. předseda. — (Sousedský ples) ve prospěch volebního fondu strany pořádá okresní Lidová jednota v Holešově v neděli, dne 11. ledna v hotelu „Central“. Bohaté divadlo, hudba. (248, 211, 473, 255)
article-text: Všeobecný kalendář. V pátek, dne 9. ledna: Sv. Julian, mučedník (zemřel 313). — Výroční den: Úmrtí vévodkyně. — 1857 Pius IX. povýšil Alois na arcibiskupství. — 1890 zahájení památky. — 1916 pád pod Lovčenem dr. Ant. Kalik, zemřel zastupitelský ředitel. — Zemřel krajský poradce lidu rolníků. (485, 715, 710, 751)
left-col-4 (722, 30, 950, 1493)
article-text: Agrární strana smlouvou vázána lidu! Kdo zvolil agrárníky, nebyl by ji vyvolal. Agrární strana souhlasí se socialisací. Kolik to jest nejvyšší a ostatní vydržují dávky a dodávky státu, které mnozí pracují obětavě. Ministr Vrbenský uvedl, že má státní vedení prostá. (485, 422, 710, 451)
article-text: i ti odmítli. V mém ministerstvu jest v konceptním úřednictvu podle mého vědomí jediný organisovaný sociální demokrat. A to je jsem musil prosit, aby do ministerstva vstoupil, ponévadž jednak utrpěl hmotnou škodu, jednak místo ponechává kladně zaměstná politicky nezbytných. Náš ministr vím, že v jiném sekci celková situace zlepšena. Vydal jsem se podat rukou státnímu úřednictvu. (1019, 577, 1243, 620)
article-text: Nový italský vyslanec v Praze? „Giornale d'Italia“ tvrdí, že při nastávající velké výměně diplomatů bude vyslán též italský vyslanec v Praze. Nový vyslanec bude vysláno pro Českoslov. republiku. (722, 574, 946, 597)
article-text: Okresní Lidová jednota Olomouc – Šternberk pořádá v neděli, dne 18. ledna representační ples v redutním sále v Olomouci a uctivě zve na něj všechny naše stoupence. Přípravy jsou v plném proudu a jest dnes jisto, že ani místo tak i venkov dostaví se v hojném počtu, aby zdar ples hojně navštívil. Vstupné obnáší 5 K a příspěvek na vstupní fond rovněž 5 K za osobu. Pravé masové jsou vítány. (12, 540, 236, 583)
right-col-3 (1493, 30, 1722, 1493)
article-text: Z Prahy, 8. ledna. (Zvl. tel. spr. „N.“) Dnes přibyla sem velká deputace ze Slovenska, aby žádala propuštění Hlinkovo. Deputace upozornila m. p. Tusara na následky, jež by další věznění Hlinkovo mohlo mít v zápětí a předseda ji ujistil, že vláda provede šetření. Předložila petici s tisíci podpisů. (1255, 252, 1480, 289)
article-text: Valná schůze okresní Lidové jednoty moheľnické konala se ve dne 4. ledna v Moravičanech. Zvoleni byli do výboru: p. Horký, kaplan v Moravičanech, P. Kotrlík ze Žádlovic, p. Janda z Moravičan, př. Horák, Hasil z Lukavic. — Vykonány byly volby, jmenovitě: předseda pp. Jindra, rolník z Palonína, Kočian z Mitrovic, P. Wiedermann, rolník z Třeboně a P. Mayer z Moravičan. — Do reklamační okresní komise zvolen P. Horký za Korunu. (12, 395, 236, 446)
article-text: Nový italský vyslanec v Praze? „Giornale d'Italia“ tvrdí, že při nastávající velké výměně diplomatů bude vyslán též italský vyslanec v Praze. Nový vyslanec bude vysláno pro Českoslov. republiku. (722, 88, 946, 110)
article-text: Nová telegrafní sazby. Od 1. ledna 1920 činí slovné obyčejných tuzemských telegramů 16 h, nejmenší poplatek 2 K, slovné pilných telegramů 48 h, nejmenší 6 K. Za telegramy do Polska, Rumunska, Maďarska, Rakouska a Německa vybírá se slovné 30 hal, nejmenší 3 K, do Jugoslavie činí slovné 40 h a nejmenší poplatek 4 K. (1019, 401, 1243, 438)
article-text: Okresní Lidová jednota Olomouc – Šternberk pořádá v neděli, dne 18. ledna representační ples v redutním sále v Olomouci a uctivě zve na něj všechny naše stoupence. Přípravy jsou v plném proudu a jest dnes jisto, že ani místo tak i venkov dostaví se v hojném počtu, aby zdar ples hojně navštívil. Vstupné obnáší 5 K a příspěvek na vstupní fond rovněž 5 K za osobu. Pravé masové jsou vítány. (12, 917, 236, 960)
article-text: Z Bělehradu, 7. ledna. (Čtk. - LTK.) Především se konala v Paříži konference pořádaná jihoslovanských delegátů se zástupci francouzského ministerstva předsedy o válečném odškodnění, které má Srbsko dostati. (1492, 298, 1717, 327)
article-text: Zdražení operace srdce. G. prosinec byla ve Střední Škole lékařská. Za operaci platí se od počátku roku 1920 tisíce korun. Konferenci pověřily obce, podle nichž povinnost veřejná na vzdělání nyní již hrazena jest. (1019, 328, 1243, 358)
article-text: Všeobecný kalendář. V pátek, dne 9. ledna: Sv. Julian, mučedník (zemřel 313). — Výroční den: Úmrtí vévodkyně. — 1857 Pius IX. povýšil Alois na arcibiskupství. — 1890 zahájení památky. — 1916 pád pod Lovčenem dr. Ant. Kalik, zemřel zastupitelský ředitel. — Zemřel krajský poradce lidu rolníků. (485, 254, 710, 290)
section-heading: Různé zprávy. (1798, 329, 1884, 343)
article-text: Zdražení operace srdce. G. prosinec byla ve Střední Škole lékařská. Za operaci platí se od počátku roku 1920 tisíce korun. Konferenci pověřily obce, podle nichž povinnost veřejná na vzdělání nyní již hrazena jest. (1019, 547, 1243, 576)
article-text: Nový italský vyslanec v Praze? „Giornale d'Italia“ tvrdí, že při nastávající velké výměně diplomatů bude vyslán též italský vyslanec v Praze. Nový vyslanec bude vysláno pro Českoslov. republiku. (722, 250, 946, 272)
article-text: Z Bělehradu, 7. ledna. (Čtk.-Ltk.) Jihoslovanský vyslanec v Římě Antonijević dohodl se s italskou vládou o repatriaci jihoslovanských válečných zajatců. Vyjednává se o dopravě a transport 2000 mužů. Počet zajatců činí předpokladem 30.000 mužů. (1729, 75, 1953, 104)
sub-heading: Uhlí pro Vídeň. (1810, 295, 1872, 305)
article-text: Agrární strana smlouvou vázána lidu! Kdo zvolil agrárníky, nebyl by ji vyvolal. Agrární strana souhlasí se socialisací. Kolik to jest nejvyšší a ostatní vydržují dávky a dodávky státu, které mnozí pracují obětavě. Ministr Vrbenský uvedl, že má státní vedení prostá. (485, 291, 710, 320)
article-text: spráwa. schválila výstavbu meziměstského telefonního vedení z Mohelnice do Úsova. Výstavbou tímto zlepší se značně telefonní doprava mezi Olomoucí–Šternberkem na jedné a mezi Zábřehem–Šumberkem na druhé straně. (722, 597, 946, 626)
article-text: Nová telegrafní sazby. Od 1. ledna 1920 činí slovné obyčejných tuzemských telegramů 16 h, nejmenší poplatek 2 K, slovné pilných telegramů 48 h, nejmenší 6 K. Za telegramy do Polska, Rumunska, Maďarska, Rakouska a Německa vybírá se slovné 30 hal, nejmenší 3 K, do Jugoslavie činí slovné 40 h a nejmenší poplatek 4 K. (1019, 730, 1243, 766)
article-text: i ti odmítli. V mém ministerstvu jest v konceptním úřednictvu podle mého vědomí jediný organisovaný sociální demokrat. A to je jsem musil prosit, aby do ministerstva vstoupil, ponévadž jednak utrpěl hmotnou škodu, jednak místo ponechává kladně zaměstná politicky nezbytných. Náš ministr vím, že v jiném sekci celková situace zlepšena. Vydal jsem se podat rukou státnímu úřednictvu. (1019, 686, 1243, 729)
article-text: logich“ promluví Jos. Rozypal, legionář z Bořenovic. Po přednášce bude volný rozhovor a porada o další organisační práci. Očekáváme hojné účasti. — Za Okresní svaz Sdruž. venk. Omladiny, J. Dunčan, t. č. předseda. — (Sousedský ples) ve prospěch volebního fondu strany pořádá okresní Lidová jednota v Holešově v neděli, dne 11. ledna v hotelu „Central“. Bohaté divadlo, hudba. (248, 681, 473, 725)
left-page (0, 0, 962, 1501)
article-text: Agrární strana smlouvou vázána lidu! Kdo zvolil agrárníky, nebyl by ji vyvolal. Agrární strana souhlasí se socialisací. Kolik to jest nejvyšší a ostatní vydržují dávky a dodávky státu, které mnozí pracují obětavě. Ministr Vrbenský uvedl, že má státní vedení prostá. (485, 225, 710, 254)
article-text: (Členové a členky Jednoty Orla v Olomouci) pozvání se na členskou schůzi, která se koná v neděli, dne 11. ledna o 1/2 3. hod. odpoledne v orlovně. Pořad: Zpráva a volby. Hojná účast nutná. Výbor. (1255, 524, 1480, 546)
article-text: Z Vídně, 7. ledna. (Čtk.) „N. Fr. Presse“ oznamuje z Pešti, že U. U. Grant-Smith, který byl za vlády poslancem Spojených států v Kodani, byl jmenován komisařem v Pešti. Grant-Smith se stal zástupcem vládním v místě bývalého ministra. (1729, 189, 1953, 218)
article-text: (Členové a členky Jednoty Orla v Olomouci) pozvání se na členskou schůzi, která se koná v neděli, dne 11. ledna o 1/2 3. hod. odpoledne v orlovně. Pořad: Zpráva a volby. Hojná účast nutná. Výbor. (1255, 406, 1480, 428)
left-col-3 (486, 30, 715, 1493)
article-text: Všeobecný kalendář. V pátek, dne 9. ledna: Sv. Julian, mučedník (zemřel 313). — Výroční den: Úmrtí vévodkyně. — 1857 Pius IX. povýšil Alois na arcibiskupství. — 1890 zahájení památky. — 1916 pád pod Lovčenem dr. Ant. Kalik, zemřel zastupitelský ředitel. — Zemřel krajský poradce lidu rolníků. (485, 386, 710, 422)
article-text: Konečně všude sbírky mezi členy a příznivci na organisační fond čsl. strany lidové. (248, 564, 473, 579)
article-text: Valná schůze okresní Lidové jednoty moheľnické konala se ve dne 4. ledna v Moravičanech. Zvoleni byli do výboru: p. Horký, kaplan v Moravičanech, P. Kotrlík ze Žádlovic, p. Janda z Moravičan, př. Horák, Hasil z Lukavic. — Vykonány byly volby, jmenovitě: předseda pp. Jindra, rolník z Palonína, Kočian z Mitrovic, P. Wiedermann, rolník z Třeboně a P. Mayer z Moravičan. — Do reklamační okresní komise zvolen P. Horký za Korunu. (12, 112, 236, 163)
article-text: Nový italský vyslanec v Praze? „Giornale d'Italia“ tvrdí, že při nastávající velké výměně diplomatů bude vyslán též italský vyslanec v Praze. Nový vyslanec bude vysláno pro Českoslov. republiku. (722, 412, 946, 435)
article-text: logich“ promluví Jos. Rozypal, legionář z Bořenovic. Po přednášce bude volný rozhovor a porada o další organisační práci. Očekáváme hojné účasti. — Za Okresní svaz Sdruž. venk. Omladiny, J. Dunčan, t. č. předseda. — (Sousedský ples) ve prospěch volebního fondu strany pořádá okresní Lidová jednota v Holešově v neděli, dne 11. ledna v hotelu „Central“. Bohaté divadlo, hudba. (248, 255, 473, 298)
sub-heading: Tyranie nad Irskem. – Sebeurčení národů a britské imperium. (1739, 252, 1943, 271)
article-text: (Členové a členky Jednoty Orla v Olomouci) pozvání se na členskou schůzi, která se koná v neděli, dne 11. ledna o 1/2 3. hod. odpoledne v orlovně. Pořad: Zpráva a volby. Hojná účast nutná. Výbor. (1255, 289, 1480, 311)
section-heading-large: Poslední zprávy. (1273, 31, 1462, 55)
article-text: C. T. K. jak německé krajinské listy oznamují, má prý býti odpovídání jakéhosi syndikátu vydavatelstev a sice od 1. února. Jaký syndikát to jest a zda všech zpráv ta jest pravdivá, nemohlo být dosud zkontrolováno. (722, 302, 946, 331)
article-text: Okresní Lidová jednota Olomouc – Šternberk pořádá v neděli, dne 18. ledna representační ples v redutním sále v Olomouci a uctivě zve na něj všechny naše stoupence. Přípravy jsou v plném proudu a jest dnes jisto, že ani místo tak i venkov dostaví se v hojném počtu, aby zdar ples hojně navštívil. Vstupné obnáší 5 K a příspěvek na vstupní fond rovněž 5 K za osobu. Pravé masové jsou vítány. (12, 163, 236, 206)
separator (316, 91, 406, 92)
sub-heading: Reparace jihosl. zajatců? (1790, 65, 1892, 75)
article-text: Zdražení operace srdce. G. prosinec byla ve Střední Škole lékařská. Za operaci platí se od počátku roku 1920 tisíce korun. Konferenci pověřily obce, podle nichž povinnost veřejná na vzdělání nyní již hrazena jest. (1019, 657, 1243, 686)
article-text: Z Berlína, 7. ledna. (Čtk.) „Tel-Union“ oznamuje z Katovic: Předseda střední evropské uhelné komise, inženýr Nutt, sdělil, že z Katovic byl, aby pro Vídeň byly dodávky uhlí prováděny. (1729, 305, 1953, 327)
article-text: Valná schůze okresní Lidové jednoty moheľnické konala se ve dne 4. ledna v Moravičanech. Zvoleni byli do výboru: p. Horký, kaplan v Moravičanech, P. Kotrlík ze Žádlovic, p. Janda z Moravičan, př. Horák, Hasil z Lukavic. — Vykonány byly volby, jmenovitě: předseda pp. Jindra, rolník z Palonína, Kočian z Mitrovic, P. Wiedermann, rolník z Třeboně a P. Mayer z Moravičan. — Do reklamační okresní komise zvolen P. Horký za Korunu. (12, 678, 236, 728)
article-text: spráwa. schválila výstavbu meziměstského telefonního vedení z Mohelnice do Úsova. Výstavbou tímto zlepší se značně telefonní doprava mezi Olomoucí–Šternberkem na jedné a mezi Zábřehem–Šumberkem na druhé straně. (722, 354, 946, 383)
article-text: spráwa. schválila výstavbu meziměstského telefonního vedení z Mohelnice do Úsova. Výstavbou tímto zlepší se značně telefonní doprava mezi Olomoucí–Šternberkem na jedné a mezi Zábřehem–Šumberkem na druhé straně. (722, 192, 946, 221)
article-text: Z Prahy, 8. ledna. (Zvl. tel. spr. „N.“) Dnes přibyla sem velká deputace ze Slovenska, aby žádala propuštění Hlinkovo. Deputace upozornila m. p. Tusara na následky, jež by další věznění Hlinkovo mohlo mít v zápětí a předseda ji ujistil, že vláda provede šetření. Předložila petici s tisíci podpisů. (1255, 193, 1480, 230)
article-text: spráwa. schválila výstavbu meziměstského telefonního vedení z Mohelnice do Úsova. Výstavbou tímto zlepší se značně telefonní doprava mezi Olomoucí–Šternberkem na jedné a mezi Zábřehem–Šumberkem na druhé straně. (722, 516, 946, 545)
article-text: Z Bělehradu, 7. ledna. (Čtk. - LTK.) Mírová smlouva s Německem bude podepsána koncem ledna. Text mírové smlouvy s Rakouskem se již tiskne v Záhřebě a Lublani. (1492, 224, 1717, 247)
article-text: Konečně všude sbírky mezi členy a příznivci na organisační fond čsl. strany lidové. (248, 137, 473, 152)
article-text: (Členové a členky Jednoty Orla v Olomouci) pozvání se na členskou schůzi, která se koná v neděli, dne 11. ledna o 1/2 3. hod. odpoledne v orlovně. Pořad: Zpráva a volby. Hojná účast nutná. Výbor. (1255, 163, 1480, 185)
left-col-1 (12, 30, 241, 1493)
article-text: i ti odmítli. V mém ministerstvu jest v konceptním úřednictvu podle mého vědomí jediný organisovaný sociální demokrat. A to je jsem musil prosit, aby do ministerstva vstoupil, ponévadž jednak utrpěl hmotnou škodu, jednak místo ponechává kladně zaměstná politicky nezbytných. Náš ministr vím, že v jiném sekci celková situace zlepšena. Vydal jsem se podat rukou státnímu úřednictvu. (1019, 795, 1243, 839)
article-text: Všeobecný kalendář. V pátek, dne 9. ledna: Sv. Julian, mučedník (zemřel 313). — Výroční den: Úmrtí vévodkyně. — 1857 Pius IX. povýšil Alois na arcibiskupství. — 1890 zahájení památky. — 1916 pád pod Lovčenem dr. Ant. Kalik, zemřel zastupitelský ředitel. — Zemřel krajský poradce lidu rolníků. (485, 57, 710, 93)
article-text: Valná schůze okresní Lidové jednoty moheľnické konala se ve dne 4. ledna v Moravičanech. Zvoleni byli do výboru: p. Horký, kaplan v Moravičanech, P. Kotrlík ze Žádlovic, p. Janda z Moravičan, př. Horák, Hasil z Lukavic. — Vykonány byly volby, jmenovitě: předseda pp. Jindra, rolník z Palonína, Kočian z Mitrovic, P. Wiedermann, rolník z Třeboně a P. Mayer z Moravičan. — Do reklamační okresní komise zvolen P. Horký za Korunu. (12, 960, 236, 1011)
article-text: Z Vídně, 7. ledna. (Čtk.) Zde sestavující se na členské příslušnosti rakouská vláda po zasedání vlády nad poměry v Maďarsku a to o úplném trestnímu protirevolučnímu stáváni. (1729, 229, 1953, 251)
article-text: Z Prahy, 8. ledna. (Zvl. tel. spr. „N.“) Dnes přibyla sem velká deputace ze Slovenska, aby žádala propuštění Hlinkovo. Deputace upozornila m. p. Tusara na následky, jež by další věznění Hlinkovo mohlo mít v zápětí a předseda ji ujistil, že vláda provede šetření. Předložila petici s tisíci podpisů. (1255, 487, 1480, 524)
article-text: (Členové a členky Jednoty Orla v Olomouci) pozvání se na členskou schůzi, která se koná v neděli, dne 11. ledna o 1/2 3. hod. odpoledne v orlovně. Pořad: Zpráva a volby. Hojná účast nutná. Výbor. (1255, 230, 1480, 252)
article-text: Agrární strana smlouvou vázána lidu! Kdo zvolil agrárníky, nebyl by ji vyvolal. Agrární strana souhlasí se socialisací. Kolik to jest nejvyšší a ostatní vydržují dávky a dodávky státu, které mnozí pracují obětavě. Ministr Vrbenský uvedl, že má státní vedení prostá. (485, 159, 710, 188)
article-text: Okresní Lidová jednota Olomouc – Šternberk pořádá v neděli, dne 18. ledna representační ples v redutním sále v Olomouci a uctivě zve na něj všechny naše stoupence. Přípravy jsou v plném proudu a jest dnes jisto, že ani místo tak i venkov dostaví se v hojném počtu, aby zdar ples hojně navštívil. Vstupné obnáší 5 K a příspěvek na vstupní fond rovněž 5 K za osobu. Pravé masové jsou vítány. (12, 257, 236, 301)
article-text: Z Bělehradu, 7. ledna. (Čtk. - LTK.) Mírová smlouva s Německem bude podepsána koncem ledna. Text mírové smlouvy s Rakouskem se již tiskne v Záhřebě a Lublani. (1729, 42, 1953, 64)
right-page-header (1019, 10, 1957, 26)
section-heading: Českoslov. strana lidová. (48, 54, 200, 68)
section-heading-large: Denní zprávy. (518, 31, 676, 55)
article-text: Všeobecný kalendář. V pátek, dne 9. ledna: Sv. Julian, mučedník (zemřel 313). — Výroční den: Úmrtí vévodkyně. — 1857 Pius IX. povýšil Alois na arcibiskupství. — 1890 zahájení památky. — 1916 pád pod Lovčenem dr. Ant. Kalik, zemřel zastupitelský ředitel. — Zemřel krajský poradce lidu rolníků. (485, 122, 710, 159)
sub-heading: Černá Hora. (1579, 174, 1629, 184)
section-heading: Olomucké zprávy. (1313, 148, 1422, 162)
article-text: Zdražení operace srdce. G. prosinec byla ve Střední Škole lékařská. Za operaci platí se od počátku roku 1920 tisíce korun. Konferenci pověřily obce, podle nichž povinnost veřejná na vzdělání nyní již hrazena jest. (1019, 219, 1243, 248)
